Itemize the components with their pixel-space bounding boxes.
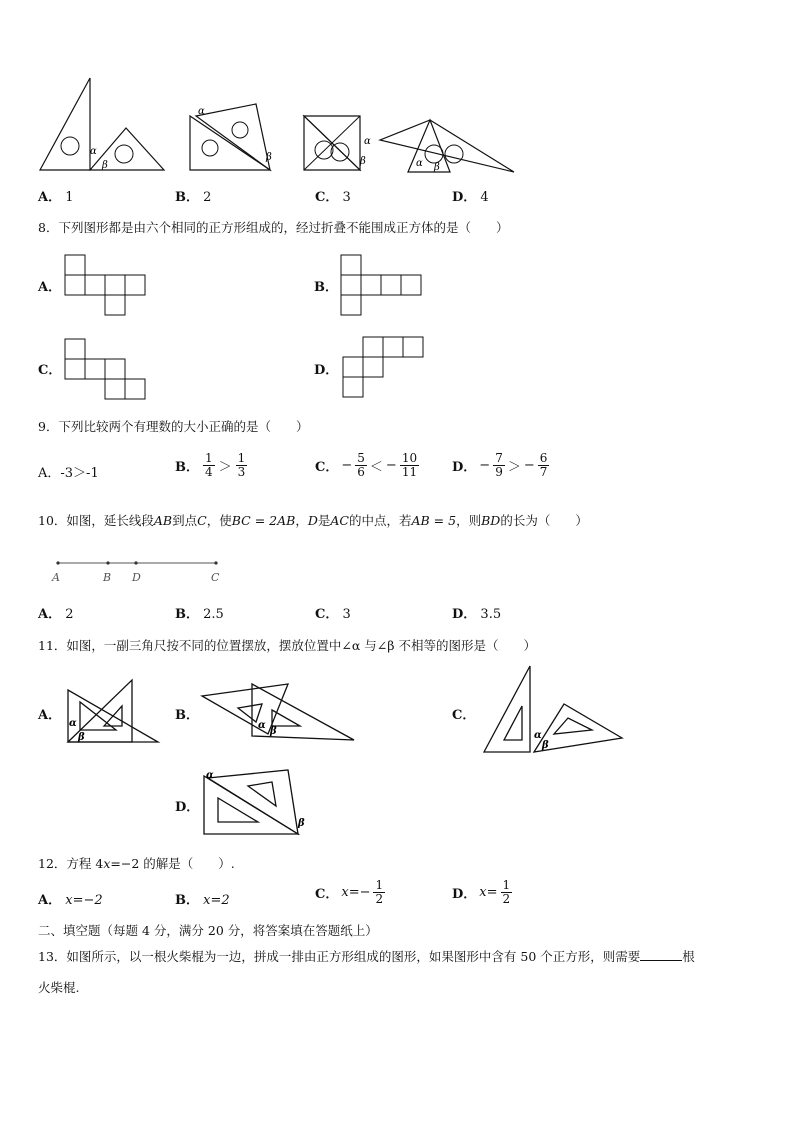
q13-stem-line2: 火柴棍. xyxy=(38,980,80,995)
q10-segment-figure xyxy=(50,556,230,586)
alpha-label: α xyxy=(534,730,542,741)
q11-label-a: A． xyxy=(38,708,62,723)
alpha-label: α xyxy=(90,146,97,157)
q12-option-a: A． x=−2 xyxy=(38,893,103,908)
answer-blank[interactable] xyxy=(640,950,682,961)
q11-label-d: D． xyxy=(175,800,200,815)
q8-net-d xyxy=(342,336,432,398)
q7-option-a: A． 1 xyxy=(38,190,74,205)
q11-label-b: B． xyxy=(175,708,199,723)
q7-option-c: C． 3 xyxy=(315,190,351,205)
q11-figure-a xyxy=(64,676,164,746)
q9-option-a: A．-3＞-1 xyxy=(38,466,99,481)
beta-label: β xyxy=(360,156,366,167)
q10-option-c: C． 3 xyxy=(315,607,351,622)
beta-label: β xyxy=(102,160,108,171)
q13-stem-line1: 13．如图所示，以一根火柴棍为一边，拼成一排由正方形组成的图形，如果图形中含有 50 个正方形，则需要 根 xyxy=(38,949,695,964)
alpha-label: α xyxy=(206,770,214,781)
q11-figure-c xyxy=(480,664,630,758)
beta-label: β xyxy=(266,152,272,163)
q7-figure-a xyxy=(38,76,168,172)
alpha-label: α xyxy=(364,136,371,147)
q10-stem: 10．如图，延长线段AB到点C，使BC = 2AB，D是AC的中点，若AB = 5，则BD的长为（ ） xyxy=(38,513,588,528)
q7-figure-d xyxy=(378,118,518,174)
q11-stem: 11．如图，一副三角尺按不同的位置摆放，摆放位置中∠α 与∠β 不相等的图形是（ ） xyxy=(38,638,536,653)
q8-net-c xyxy=(64,338,154,400)
beta-label: β xyxy=(298,818,305,829)
q7-option-d: D． 4 xyxy=(452,190,489,205)
q7-figure-c xyxy=(302,112,382,172)
q8-net-b xyxy=(340,254,430,316)
beta-label: β xyxy=(434,162,440,173)
point-c-label: C xyxy=(211,571,220,584)
q11-figure-d xyxy=(200,768,310,838)
q10-option-d: D． 3.5 xyxy=(452,607,502,622)
q8-label-c: C． xyxy=(38,363,62,378)
point-b-label: B xyxy=(103,571,112,584)
q12-option-c: C． x=− $\frac{1}{2}$ xyxy=(315,878,384,906)
q9-option-c: C． − $\frac{5}{6}$ ＜ − $\frac{10}{11}$ xyxy=(315,451,418,479)
point-d-label: D xyxy=(132,571,141,584)
beta-label: β xyxy=(78,732,85,743)
q11-figure-b xyxy=(200,682,360,742)
q12-option-d: D． x= $\frac{1}{2}$ xyxy=(452,878,511,906)
q11-label-c: C． xyxy=(452,708,476,723)
alpha-label: α xyxy=(416,158,423,169)
q7-option-b: B． 2 xyxy=(175,190,212,205)
q12-option-b: B． x=2 xyxy=(175,893,230,908)
alpha-label: α xyxy=(198,106,205,117)
q8-label-b: B． xyxy=(314,280,338,295)
point-a-label: A xyxy=(52,571,60,584)
q9-option-b: B． $\frac{1}{4}$ ＞ $\frac{1}{3}$ xyxy=(175,451,246,479)
q8-label-a: A． xyxy=(38,280,62,295)
section-heading: 二、填空题（每题 4 分，满分 20 分，将答案填在答题纸上） xyxy=(38,923,378,938)
q7-figure-b xyxy=(188,102,278,172)
q10-option-b: B． 2.5 xyxy=(175,607,224,622)
q8-stem: 8．下列图形都是由六个相同的正方形组成的，经过折叠不能围成正方体的是（ ） xyxy=(38,220,509,235)
alpha-label: α xyxy=(258,720,266,731)
q8-net-a xyxy=(64,254,154,316)
q9-option-d: D． − $\frac{7}{9}$ ＞ − $\frac{6}{7}$ xyxy=(452,451,548,479)
q9-stem: 9．下列比较两个有理数的大小正确的是（ ） xyxy=(38,419,309,434)
beta-label: β xyxy=(542,740,549,751)
q10-option-a: A． 2 xyxy=(38,607,74,622)
q12-stem: 12．方程 4x=−2 的解是（ ）. xyxy=(38,856,235,871)
alpha-label: α xyxy=(69,718,77,729)
q8-label-d: D． xyxy=(314,363,339,378)
beta-label: β xyxy=(270,726,277,737)
